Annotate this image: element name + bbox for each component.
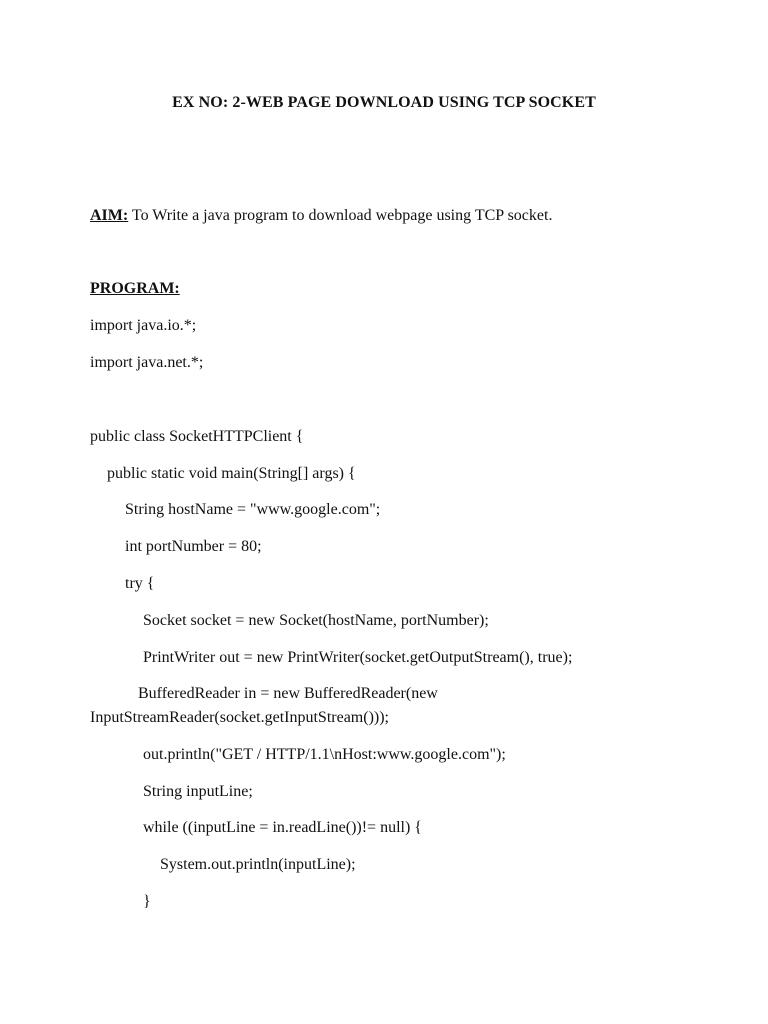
code-line: int portNumber = 80; <box>125 538 262 555</box>
code-line: String hostName = "www.google.com"; <box>125 501 381 518</box>
code-line: import java.io.*; <box>90 317 197 334</box>
code-line: public class SocketHTTPClient { <box>90 428 304 445</box>
code-line: Socket socket = new Socket(hostName, portNumber); <box>143 612 489 629</box>
code-line: try { <box>125 575 155 592</box>
program-heading: PROGRAM: <box>90 280 180 297</box>
code-line: System.out.println(inputLine); <box>160 856 356 873</box>
document-title: EX NO: 2-WEB PAGE DOWNLOAD USING TCP SOCKET <box>172 94 596 111</box>
aim-label: AIM: <box>90 207 129 224</box>
code-line: while ((inputLine = in.readLine())!= null) { <box>143 819 422 836</box>
code-line: InputStreamReader(socket.getInputStream())); <box>90 709 389 726</box>
aim-text: To Write a java program to download webpage using TCP socket. <box>128 207 553 224</box>
code-line: } <box>143 893 151 910</box>
code-line: String inputLine; <box>143 783 253 800</box>
aim-paragraph <box>90 206 552 226</box>
code-line: BufferedReader in = new BufferedReader(new <box>138 685 438 702</box>
code-line: public static void main(String[] args) { <box>107 465 356 482</box>
code-line: out.println("GET / HTTP/1.1\nHost:www.google.com"); <box>143 746 506 763</box>
code-line: PrintWriter out = new PrintWriter(socket.getOutputStream(), true); <box>143 649 573 666</box>
code-line: import java.net.*; <box>90 354 204 371</box>
